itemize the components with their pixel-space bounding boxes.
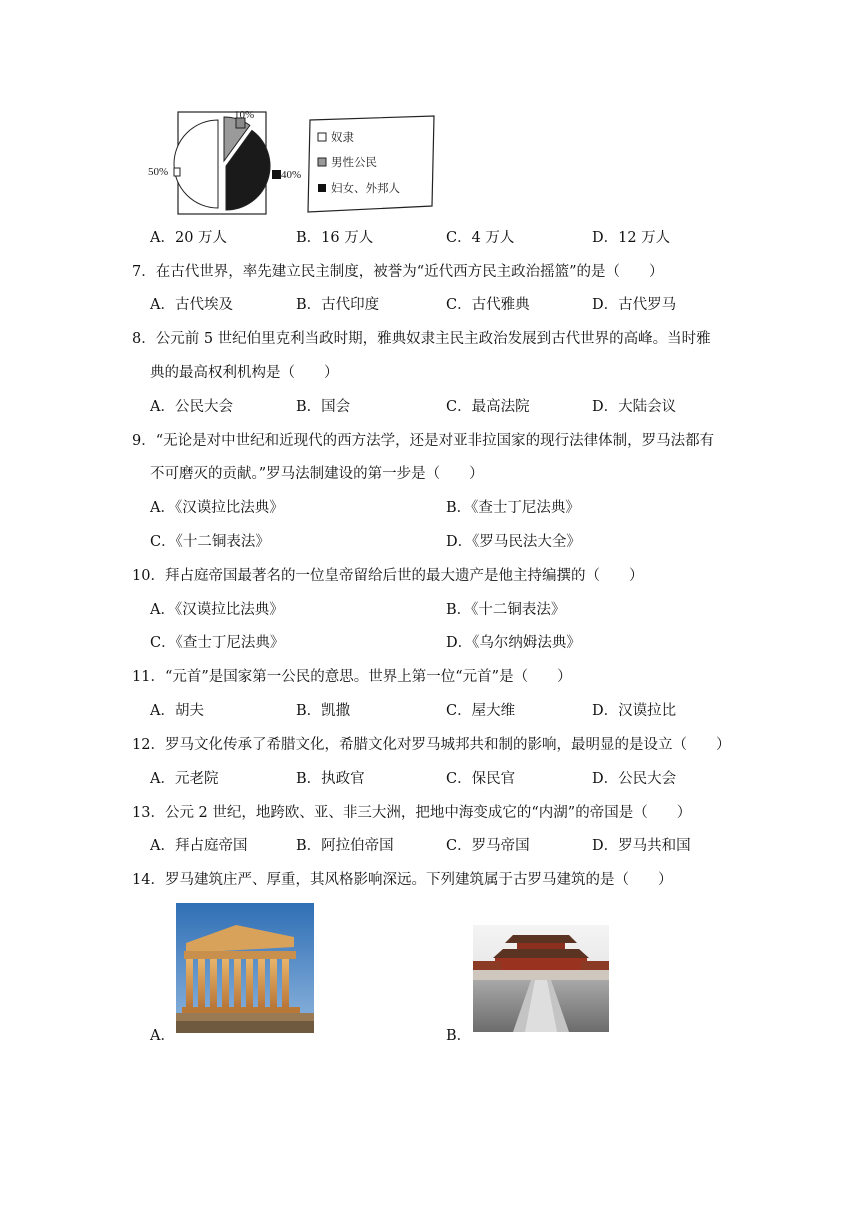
q6-option-d[interactable]: D．12 万人 (592, 230, 671, 246)
q12-option-a[interactable]: A．元老院 (150, 771, 219, 787)
q10-option-a[interactable]: A．《汉谟拉比法典》 (150, 602, 284, 618)
palace-photo[interactable] (473, 925, 609, 1036)
q14-stem: 14．罗马建筑庄严、厚重，其风格影响深远。下列建筑属于古罗马建筑的是（ ） (132, 872, 673, 888)
pie-chart-svg (148, 108, 448, 220)
marker-40 (272, 170, 281, 179)
q12-stem: 12．罗马文化传承了希腊文化，希腊文化对罗马城邦共和制的影响，最明显的是设立（ ） (132, 737, 731, 753)
q11-option-a[interactable]: A．胡夫 (150, 703, 204, 719)
legend-swatch-women-foreigners (318, 184, 326, 192)
legend-label-women-foreigners: 妇女、外邦人 (331, 183, 400, 195)
q9-option-a[interactable]: A．《汉谟拉比法典》 (150, 500, 284, 516)
legend-swatch-male-citizen (318, 158, 326, 166)
q13-option-c[interactable]: C．罗马帝国 (446, 838, 530, 854)
q11-option-c[interactable]: C．屋大维 (446, 703, 516, 719)
q6-option-b[interactable]: B．16 万人 (296, 230, 374, 246)
q7-option-c[interactable]: C．古代雅典 (446, 297, 530, 313)
q8-stem-line2: 典的最高权利机构是（ ） (150, 365, 339, 381)
q10-option-b[interactable]: B．《十二铜表法》 (446, 602, 566, 618)
q7-option-a[interactable]: A．古代埃及 (150, 297, 233, 313)
legend (308, 116, 434, 212)
q9-option-b[interactable]: B．《查士丁尼法典》 (446, 500, 580, 516)
q13-option-d[interactable]: D．罗马共和国 (592, 838, 691, 854)
q8-option-c[interactable]: C．最高法院 (446, 399, 530, 415)
q8-option-b[interactable]: B．国会 (296, 399, 351, 415)
q6-option-c[interactable]: C．4 万人 (446, 230, 515, 246)
parthenon-image (176, 903, 314, 1033)
q7-option-d[interactable]: D．古代罗马 (592, 297, 677, 313)
q12-option-b[interactable]: B．执政官 (296, 771, 365, 787)
q8-option-a[interactable]: A．公民大会 (150, 399, 233, 415)
q8-stem-line1: 8．公元前 5 世纪伯里克利当政时期，雅典奴隶主民主政治发展到古代世界的高峰。当时雅 (132, 331, 711, 347)
q9-stem-line2: 不可磨灭的贡献。”罗马法制建设的第一步是（ ） (150, 466, 484, 482)
q14-option-b[interactable]: B． (446, 1028, 472, 1044)
legend-swatch-slave (318, 133, 326, 141)
q6-option-a[interactable]: A．20 万人 (150, 230, 228, 246)
legend-label-slave: 奴隶 (331, 132, 354, 144)
pie-slice-slave (174, 120, 218, 208)
q8-option-d[interactable]: D．大陆会议 (592, 399, 677, 415)
q9-option-c[interactable]: C．《十二铜表法》 (150, 534, 270, 550)
q10-option-c[interactable]: C．《查士丁尼法典》 (150, 635, 285, 651)
q13-option-b[interactable]: B．阿拉伯帝国 (296, 838, 394, 854)
marker-50 (174, 168, 180, 176)
parthenon-photo[interactable] (176, 903, 314, 1037)
label-40: 40% (281, 169, 302, 181)
label-50: 50% (148, 166, 169, 178)
q11-option-d[interactable]: D．汉谟拉比 (592, 703, 677, 719)
label-10: 10% (234, 109, 255, 121)
q13-option-a[interactable]: A．拜占庭帝国 (150, 838, 248, 854)
pie-chart (148, 108, 448, 224)
q9-stem-line1: 9．“无论是对中世纪和近现代的西方法学，还是对亚非拉国家的现行法律体制，罗马法都有 (132, 433, 715, 449)
q11-stem: 11．“元首”是国家第一公民的意思。世界上第一位“元首”是（ ） (132, 669, 572, 685)
q9-option-d[interactable]: D．《罗马民法大全》 (446, 534, 581, 550)
legend-label-male-citizen: 男性公民 (331, 157, 377, 169)
palace-image (473, 925, 609, 1032)
q14-option-a[interactable]: A． (150, 1028, 175, 1044)
q13-stem: 13．公元 2 世纪，地跨欧、亚、非三大洲，把地中海变成它的“内湖”的帝国是（ ） (132, 805, 692, 821)
q11-option-b[interactable]: B．凯撒 (296, 703, 351, 719)
q10-stem: 10．拜占庭帝国最著名的一位皇帝留给后世的最大遗产是他主持编撰的（ ） (132, 568, 644, 584)
q10-option-d[interactable]: D．《乌尔纳姆法典》 (446, 635, 581, 651)
q7-stem: 7．在古代世界，率先建立民主制度，被誉为“近代西方民主政治摇篮”的是（ ） (132, 264, 664, 280)
q7-option-b[interactable]: B．古代印度 (296, 297, 380, 313)
q12-option-c[interactable]: C．保民官 (446, 771, 516, 787)
q12-option-d[interactable]: D．公民大会 (592, 771, 677, 787)
